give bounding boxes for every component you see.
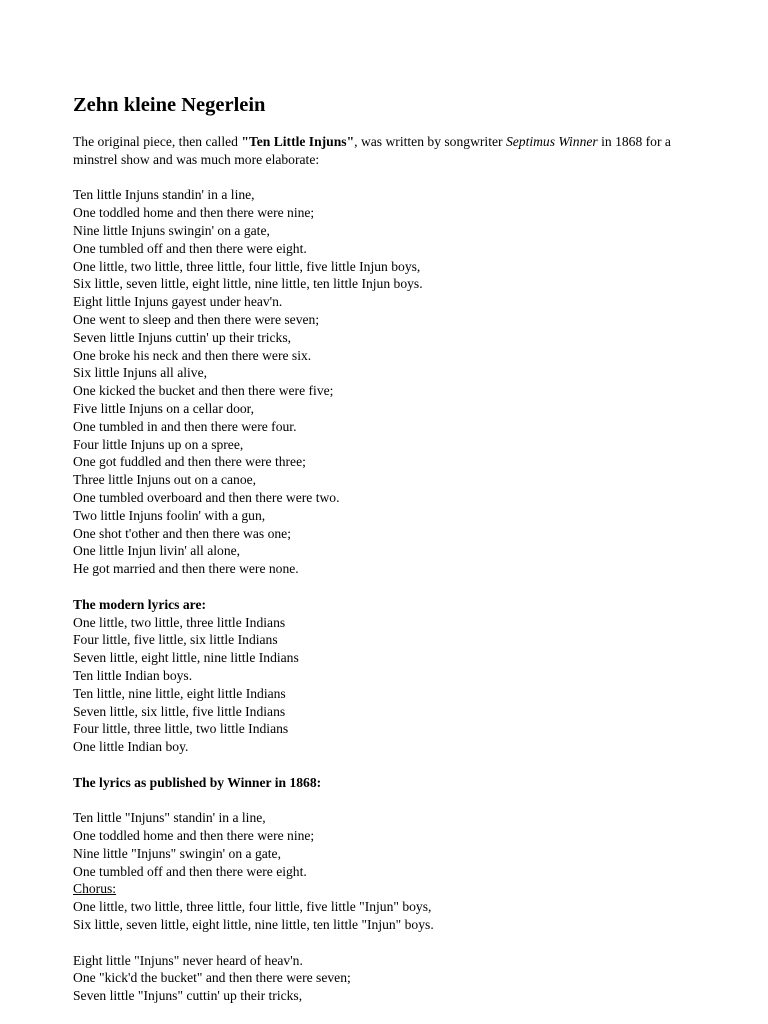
spacer [73,169,713,187]
verse-line: One little, two little, three little, four little, five little Injun boys, [73,258,421,274]
verse-line: Four little Injuns up on a spree, [73,436,244,452]
intro-paragraph [73,133,713,169]
verse-line: One tumbled off and then there were eight. [73,240,307,256]
modern-line: Four little, five little, six little Indians [73,632,278,648]
modern-line: Ten little Indian boys. [73,667,193,683]
modern-line: Seven little, six little, five little Indians [73,703,286,719]
modern-line: Four little, three little, two little Indians [73,721,289,737]
verse-line: One went to sleep and then there were seven; [73,311,320,327]
chorus-line: One little, two little, three little, four little, five little "Injun" boys, [73,899,432,915]
intro-author: Septimus Winner [505,134,598,149]
verse-line: One broke his neck and then there were six. [73,347,312,363]
document-title: Zehn kleine Negerlein [73,94,266,116]
document-page [73,93,713,1005]
modern-line: Seven little, eight little, nine little Indians [73,650,299,666]
verse-line: One kicked the bucket and then there were five; [73,383,334,399]
verse-line: One got fuddled and then there were three; [73,454,306,470]
published-line: Nine little "Injuns" swingin' on a gate, [73,845,281,861]
chorus-line: Six little, seven little, eight little, nine little, ten little "Injun" boys. [73,917,434,933]
verse-line: One little Injun livin' all alone, [73,543,241,559]
intro-text-3: in 1868 for a minstrel show and was much more elaborate: [73,134,671,167]
modern-line: One little Indian boy. [73,739,189,755]
verse-line: Two little Injuns foolin' with a gun, [73,507,266,523]
verse-line: One tumbled in and then there were four. [73,418,297,434]
verse-line: Six little, seven little, eight little, nine little, ten little Injun boys. [73,276,423,292]
verse-line: He got married and then there were none. [73,561,299,577]
verse-line: One shot t'other and then there was one; [73,525,291,541]
modern-line: Ten little, nine little, eight little Indians [73,685,286,701]
published-line: Ten little "Injuns" standin' in a line, [73,810,266,826]
verse-line: Six little Injuns all alive, [73,365,208,381]
published-line: One tumbled off and then there were eight. [73,863,307,879]
verse-line: Five little Injuns on a cellar door, [73,400,255,416]
published-lyrics [73,774,713,1005]
spacer [73,791,713,809]
spacer [73,934,713,952]
modern-lyrics [73,596,713,756]
verse-line: Ten little Injuns standin' in a line, [73,187,255,203]
spacer [73,578,713,596]
intro-text-2: , was written by songwriter [354,134,506,149]
intro-bold-title: "Ten Little Injuns" [241,134,355,149]
verse-line: Eight little Injuns gayest under heav'n. [73,294,283,310]
modern-lyrics-heading: The modern lyrics are: [73,596,207,612]
verse-line: Nine little Injuns swingin' on a gate, [73,222,270,238]
chorus-label: Chorus: [73,881,117,897]
verse-line: Three little Injuns out on a canoe, [73,472,257,488]
intro-text-1: The original piece, then called [73,134,242,149]
published-line: Eight little "Injuns" never heard of heav'n. [73,952,303,968]
published-line: One toddled home and then there were nine; [73,828,315,844]
verse-line: One toddled home and then there were nine; [73,205,315,221]
original-verse [73,186,713,578]
published-line: One "kick'd the bucket" and then there were seven; [73,970,351,986]
spacer [73,756,713,774]
published-line: Seven little "Injuns" cuttin' up their tricks, [73,988,303,1004]
published-lyrics-heading: The lyrics as published by Winner in 1868: [73,774,322,790]
verse-line: Seven little Injuns cuttin' up their tricks, [73,329,292,345]
modern-line: One little, two little, three little Indians [73,614,286,630]
verse-line: One tumbled overboard and then there were two. [73,489,340,505]
